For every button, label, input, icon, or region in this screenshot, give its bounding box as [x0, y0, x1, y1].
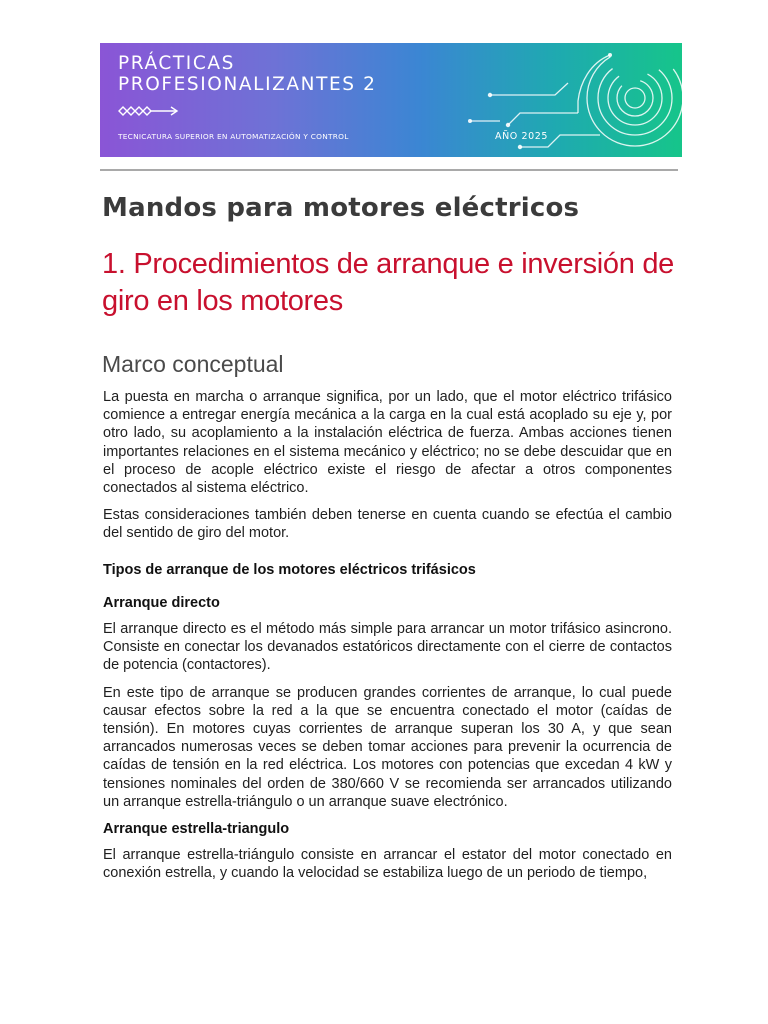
banner-year: AÑO 2025 — [495, 131, 549, 142]
banner-title-line-1: PRÁCTICAS — [118, 53, 235, 74]
heading-direct-start: Arranque directo — [103, 594, 220, 611]
heading-star-delta-start: Arranque estrella-triangulo — [103, 821, 290, 838]
paragraph-starting-currents: En este tipo de arranque se producen grandes corrientes de arranque, lo cual puede causar efectos sobre la red a la que se encuentra conectado el motor (caídas de tensión). En motores cuyas corrientes de arranque superan los 30 A, y que sean arrancados numerosas veces se deben tomar acciones para prevenir la ocurrencia de caídas de tensión en la red eléctrica. Los motores con potencias que excedan 4 kW y tensiones nominales del orden de 380/660 V se recomienda ser arrancados utilizando un arranque estrella-triángulo o un arranque suave electrónico. — [103, 684, 672, 810]
document-body — [103, 388, 672, 892]
banner-title — [118, 53, 376, 95]
document-title: Mandos para motores eléctricos — [102, 193, 580, 223]
paragraph-considerations: Estas consideraciones también deben tenerse en cuenta cuando se efectúa el cambio del sentido de giro del motor. — [103, 507, 672, 542]
header-divider — [100, 169, 678, 171]
banner-title-line-2: PROFESIONALIZANTES 2 — [118, 74, 377, 95]
heading-types-of-starting: Tipos de arranque de los motores eléctricos trifásicos — [103, 561, 476, 578]
circuit-graphic-icon — [460, 43, 682, 157]
paragraph-star-delta: El arranque estrella-triángulo consiste en arrancar el estator del motor conectado en conexión estrella, y cuando la velocidad se estabiliza luego de un periodo de tiempo, — [103, 847, 672, 882]
paragraph-intro: La puesta en marcha o arranque significa, por un lado, que el motor eléctrico trifásico comience a entregar energía mecánica a la carga en la cual está acoplado su eje y, por otro lado, su acoplamiento a la instalación eléctrica de fuerza. Ambas acciones tienen importantes relaciones en el sistema mecánico y eléctrico; no se debe descuidar que en el proceso de acople eléctrico existe el riesgo de afectar a otros componentes conectados al sistema eléctrico. — [103, 389, 672, 497]
paragraph-direct-start: El arranque directo es el método más simple para arrancar un motor trifásico asincrono. Consiste en conectar los devanados estatóricos directamente con el cierre de contactos de potencia (contactores). — [103, 621, 672, 674]
subsection-title: Marco conceptual — [102, 351, 284, 377]
arrow-decoration-icon — [117, 105, 181, 117]
banner-subtitle: TECNICATURA SUPERIOR EN AUTOMATIZACIÓN Y CONTROL — [118, 132, 349, 141]
header-banner — [100, 43, 682, 157]
section-title: 1. Procedimientos de arranque e inversión de giro en los motores — [102, 248, 674, 317]
